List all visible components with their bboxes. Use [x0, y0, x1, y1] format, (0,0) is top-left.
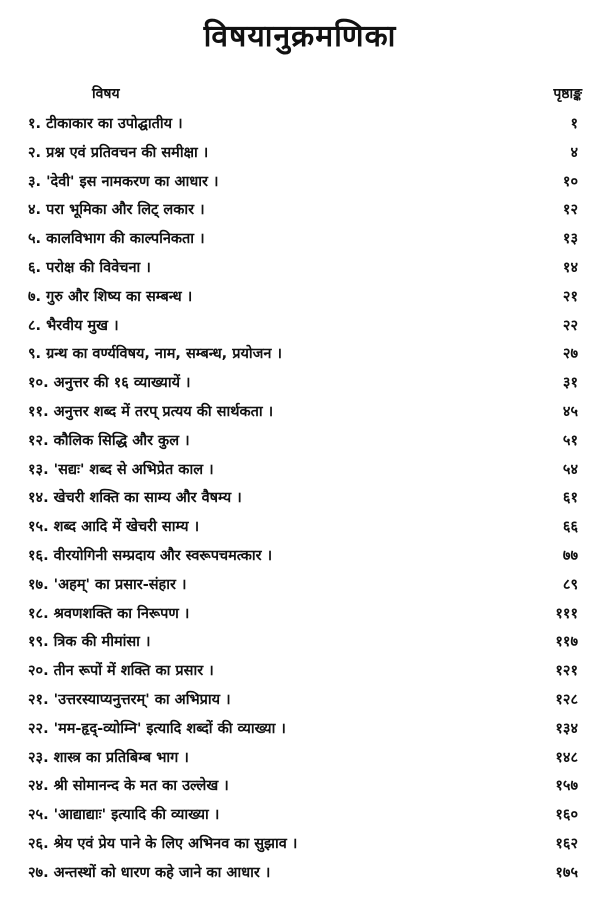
- toc-entry-title: ८. भैरवीय मुख ।: [28, 317, 119, 334]
- toc-entry-page: १४: [562, 259, 578, 276]
- toc-entry: [0, 223, 600, 252]
- toc-entry-page: १४८: [555, 749, 578, 766]
- toc-entry: [0, 396, 600, 425]
- toc-entry-title: २७. अन्तस्थों को धारण कहे जाने का आधार ।: [28, 864, 271, 881]
- toc-entry-title: १६. वीरयोगिनी सम्प्रदाय और स्वरूपचमत्कार ।: [28, 547, 273, 564]
- toc-entry-title: २. प्रश्न एवं प्रतिवचन की समीक्षा ।: [28, 144, 209, 161]
- toc-entry: [0, 655, 600, 684]
- toc-entry: [0, 166, 600, 195]
- toc-entry: [0, 137, 600, 166]
- toc-entry-title: १. टीकाकार का उपोद्घातीय ।: [28, 116, 183, 132]
- toc-entry-title: १४. खेचरी शक्ति का साम्य और वैषम्य ।: [28, 490, 242, 507]
- toc-entry-title: ३. 'देवी' इस नामकरण का आधार ।: [28, 173, 219, 190]
- toc-list: [0, 108, 600, 886]
- toc-entry-page: १६२: [555, 835, 578, 852]
- toc-entry-title: २०. तीन रूपों में शक्ति का प्रसार ।: [28, 663, 214, 680]
- toc-entry: [0, 626, 600, 655]
- toc-entry-page: ६१: [562, 490, 578, 507]
- toc-entry: [0, 770, 600, 799]
- toc-entry-page: २१: [562, 288, 578, 305]
- toc-entry-title: १८. श्रवणशक्ति का निरूपण ।: [28, 605, 190, 622]
- toc-entry-page: १६०: [555, 807, 578, 824]
- toc-entry: [0, 857, 600, 886]
- toc-entry-page: ११७: [555, 634, 578, 651]
- toc-entry-page: १७५: [555, 864, 578, 881]
- toc-entry-page: ५१: [562, 432, 578, 449]
- toc-entry: [0, 684, 600, 713]
- toc-entry: [0, 252, 600, 281]
- toc-entry-title: १७. 'अहम्' का प्रसार-संहार ।: [28, 576, 187, 593]
- toc-entry-page: ३१: [562, 375, 578, 392]
- toc-entry: [0, 367, 600, 396]
- page-title: विषयानुक्रमणिका: [203, 19, 397, 54]
- toc-entry-title: २१. 'उत्तरस्याप्यनुत्तरम्' का अभिप्राय ।: [28, 691, 231, 708]
- toc-entry-title: ११. अनुत्तर शब्द में तरप् प्रत्यय की सार्थकता ।: [28, 403, 274, 420]
- toc-entry: [0, 799, 600, 828]
- toc-entry-title: ९. ग्रन्थ का वर्ण्यविषय, नाम, सम्बन्ध, प्रयोजन ।: [28, 346, 283, 363]
- toc-entry-title: १०. अनुत्तर की १६ व्याख्यायें ।: [28, 375, 191, 392]
- toc-entry: [0, 540, 600, 569]
- toc-entry-title: २६. श्रेय एवं प्रेय पाने के लिए अभिनव का सुझाव ।: [28, 835, 298, 852]
- toc-entry: [0, 108, 600, 137]
- toc-entry: [0, 281, 600, 310]
- toc-entry-page: ७७: [562, 547, 578, 564]
- toc-entry: [0, 828, 600, 857]
- toc-entry: [0, 310, 600, 339]
- toc-entry-title: २५. 'आद्याद्याः' इत्यादि की व्याख्या ।: [28, 807, 220, 824]
- toc-entry-title: १३. 'सद्यः' शब्द से अभिप्रेत काल ।: [28, 461, 214, 478]
- toc-entry-page: ६६: [562, 519, 578, 536]
- toc-entry-title: २२. 'मम-हृद्-व्योम्नि' इत्यादि शब्दों की व्याख्या ।: [28, 720, 286, 737]
- toc-entry-title: ६. परोक्ष की विवेचना ।: [28, 259, 151, 276]
- toc-entry-page: १२१: [555, 663, 578, 680]
- toc-entry: [0, 511, 600, 540]
- toc-entry-title: १९. त्रिक की मीमांसा ।: [28, 634, 151, 651]
- toc-entry-title: १२. कौलिक सिद्धि और कुल ।: [28, 432, 190, 449]
- toc-entry-title: २३. शास्त्र का प्रतिबिम्ब भाग ।: [28, 749, 189, 766]
- toc-entry-page: १: [570, 116, 578, 132]
- toc-entry: [0, 569, 600, 598]
- toc-entry: [0, 194, 600, 223]
- toc-entry-page: ५४: [562, 461, 578, 478]
- toc-entry-page: १११: [555, 605, 578, 622]
- toc-entry-page: १२: [562, 202, 578, 219]
- toc-entry: [0, 742, 600, 771]
- toc-entry-title: ५. कालविभाग की काल्पनिकता ।: [28, 231, 205, 248]
- toc-entry-page: ४५: [562, 403, 578, 420]
- toc-entry-page: १३: [562, 231, 578, 248]
- toc-entry-title: ४. परा भूमिका और लिट् लकार ।: [28, 202, 205, 219]
- toc-entry-page: १५७: [555, 778, 578, 795]
- toc-entry: [0, 713, 600, 742]
- toc-entry: [0, 454, 600, 483]
- toc-entry-page: १२८: [555, 691, 578, 708]
- toc-entry-title: ७. गुरु और शिष्य का सम्बन्ध ।: [28, 288, 193, 305]
- toc-entry-page: २२: [562, 317, 578, 334]
- toc-entry-page: ८९: [562, 576, 578, 593]
- toc-entry: [0, 338, 600, 367]
- toc-entry-page: २७: [562, 346, 578, 363]
- toc-entry-page: १३४: [555, 720, 578, 737]
- toc-entry: [0, 482, 600, 511]
- column-header-subject: विषय: [92, 86, 120, 102]
- toc-entry-title: १५. शब्द आदि में खेचरी साम्य ।: [28, 519, 200, 536]
- toc-entry: [0, 425, 600, 454]
- column-header-page: पृष्ठाङ्क: [553, 86, 582, 102]
- toc-entry-title: २४. श्री सोमानन्द के मत का उल्लेख ।: [28, 778, 229, 795]
- toc-entry-page: ४: [570, 144, 578, 161]
- toc-entry: [0, 598, 600, 627]
- toc-entry-page: १०: [562, 173, 578, 190]
